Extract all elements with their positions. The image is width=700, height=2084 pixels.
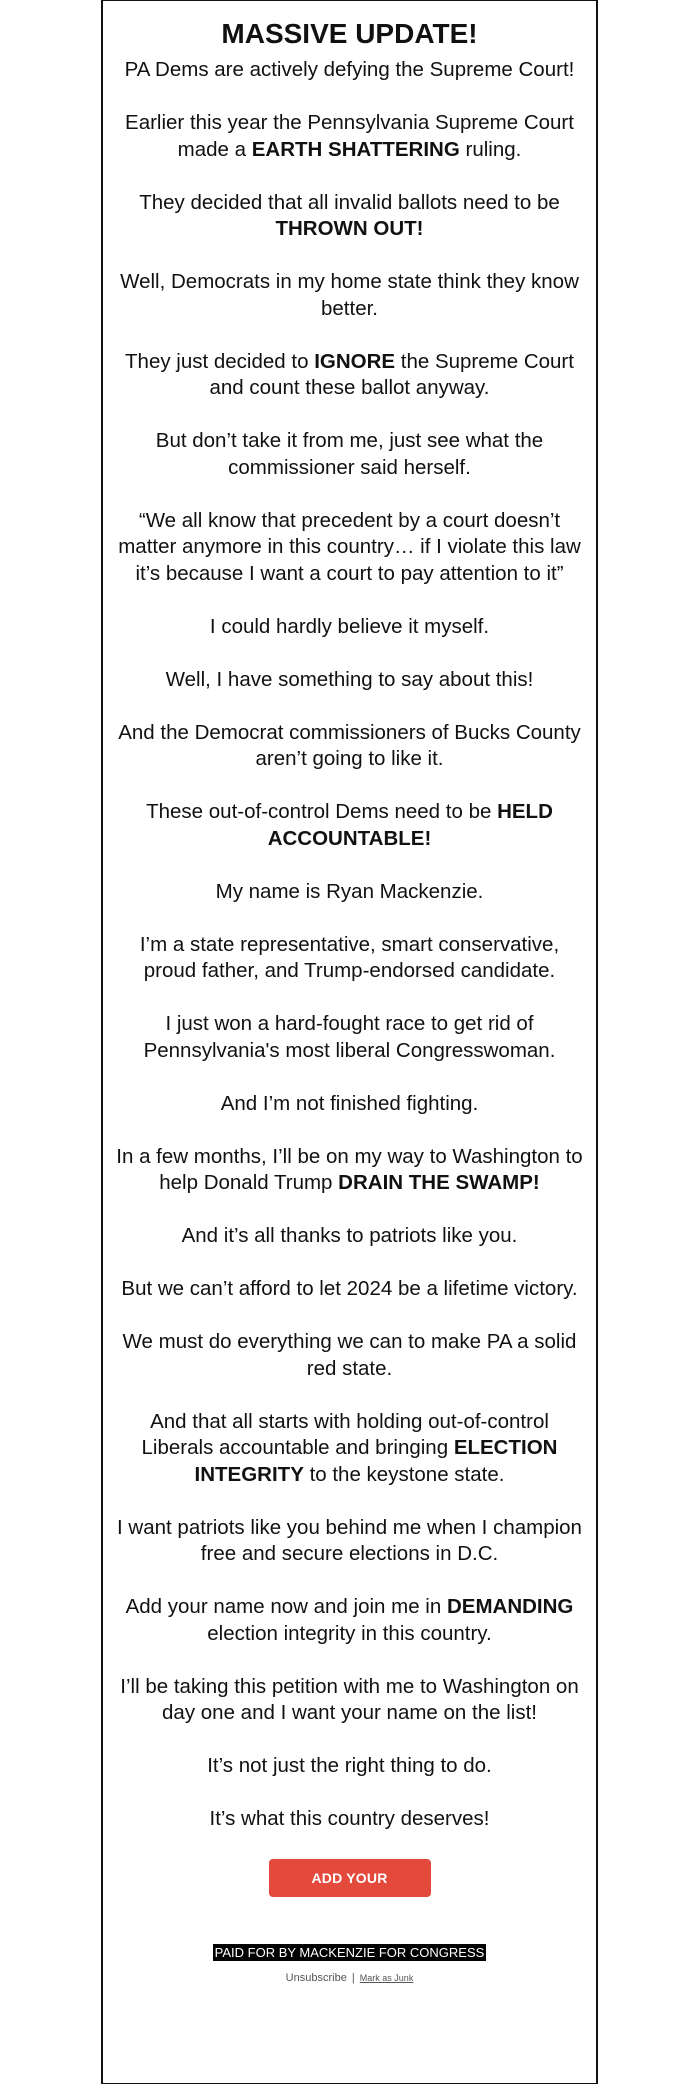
body-paragraph	[113, 110, 586, 163]
body-paragraph	[113, 269, 586, 322]
paragraph-text: I just won a hard-fought race to get rid of Pennsylvania's most liberal Congresswoman.	[143, 1012, 556, 1062]
paragraph-text: We must do everything we can to make PA a solid red state.	[122, 1330, 577, 1380]
emphasis-text: HELD ACCOUNTABLE!	[267, 800, 553, 850]
body-paragraph	[113, 428, 586, 481]
email-frame	[101, 0, 598, 2084]
paragraph-text: Well, I have something to say about this!	[165, 667, 534, 691]
email-body	[103, 57, 596, 1833]
paragraph-text: But we can’t afford to let 2024 be a lifetime victory.	[121, 1277, 578, 1300]
body-paragraph	[113, 1329, 586, 1382]
paragraph-text: It’s not just the right thing to do.	[207, 1754, 492, 1777]
paragraph-text: the Supreme Court and count these ballot anyway.	[209, 349, 574, 399]
email-title: MASSIVE UPDATE!	[221, 18, 478, 49]
paragraph-text: And I’m not finished fighting.	[220, 1091, 479, 1115]
paragraph-text: I’ll be taking this petition with me to Washington on day one and I want your name on the list!	[120, 1674, 579, 1724]
body-paragraph	[113, 1276, 586, 1303]
body-paragraph	[113, 1144, 586, 1197]
emphasis-text: DRAIN THE SWAMP!	[338, 1171, 540, 1194]
paragraph-text: “We all know that precedent by a court doesn’t matter anymore in this country… if I violate this law it’s because I want a court to pay attention to it”	[118, 508, 581, 585]
paragraph-text: PA Dems are actively defying the Supreme Court!	[124, 58, 575, 81]
paragraph-text: My name is Ryan Mackenzie.	[215, 879, 484, 903]
footer-links	[103, 1972, 596, 1984]
body-paragraph	[113, 799, 586, 852]
paragraph-text: election integrity in this country.	[207, 1621, 492, 1645]
footer-separator: |	[351, 1972, 355, 1984]
body-paragraph	[113, 1594, 586, 1647]
body-paragraph	[113, 1011, 586, 1064]
paragraph-text: These out-of-control Dems need to be	[146, 800, 498, 823]
paragraph-text: They decided that all invalid ballots need to be	[139, 190, 560, 214]
paragraph-text: And it’s all thanks to patriots like you.	[181, 1224, 518, 1247]
paragraph-text: Add your name now and join me in	[125, 1595, 447, 1618]
paragraph-text: Earlier this year the Pennsylvania Supreme Court made a	[125, 111, 574, 161]
body-paragraph	[113, 667, 586, 694]
body-paragraph	[113, 720, 586, 773]
body-paragraph	[113, 349, 586, 402]
emphasis-text: ELECTION INTEGRITY	[194, 1436, 558, 1486]
body-paragraph	[113, 879, 586, 906]
body-paragraph	[113, 1515, 586, 1568]
paragraph-text: In a few months, I’ll be on my way to Washington to help Donald Trump	[116, 1144, 583, 1194]
emphasis-text: EARTH SHATTERING	[251, 137, 460, 161]
add-your-name-button[interactable]: ADD YOUR NAME	[269, 1859, 431, 1897]
emphasis-text: DEMANDING	[446, 1595, 574, 1618]
body-paragraph	[113, 508, 586, 588]
paragraph-text: And that all starts with holding out-of-control Liberals accountable and bringing	[141, 1409, 549, 1459]
paragraph-text: to the keystone state.	[303, 1462, 505, 1486]
paragraph-text: And the Democrat commissioners of Bucks County aren’t going to like it.	[118, 720, 581, 770]
paragraph-text: It’s what this country deserves!	[209, 1807, 490, 1830]
paragraph-text: But don’t take it from me, just see what the commissioner said herself.	[155, 429, 544, 479]
paragraph-text: I’m a state representative, smart conservative, proud father, and Trump-endorsed candidate.	[139, 932, 560, 982]
emphasis-text: IGNORE	[314, 349, 396, 373]
body-paragraph	[113, 932, 586, 985]
body-paragraph	[113, 190, 586, 243]
paragraph-text: ruling.	[459, 137, 522, 161]
body-paragraph	[113, 1223, 586, 1250]
unsubscribe-link[interactable]: Unsubscribe	[285, 1972, 347, 1984]
mark-as-junk-link[interactable]: Mark as Junk	[359, 1973, 414, 1983]
body-paragraph	[113, 1409, 586, 1489]
body-paragraph	[113, 1674, 586, 1727]
paragraph-text: They just decided to	[125, 349, 315, 373]
body-paragraph	[113, 1091, 586, 1118]
body-paragraph	[113, 614, 586, 641]
body-paragraph	[113, 1806, 586, 1833]
cta-container	[103, 1859, 596, 1926]
body-paragraph	[113, 1753, 586, 1780]
paragraph-text: Well, Democrats in my home state think they know better.	[120, 270, 579, 320]
emphasis-text: THROWN OUT!	[275, 217, 424, 240]
paragraph-text: I want patriots like you behind me when I champion free and secure elections in D.C.	[117, 1515, 582, 1565]
paid-for-disclaimer	[103, 1944, 596, 1962]
body-paragraph	[113, 57, 586, 84]
paragraph-text: I could hardly believe it myself.	[209, 614, 490, 638]
paid-for-text: PAID FOR BY MACKENZIE FOR CONGRESS	[214, 1945, 485, 1960]
